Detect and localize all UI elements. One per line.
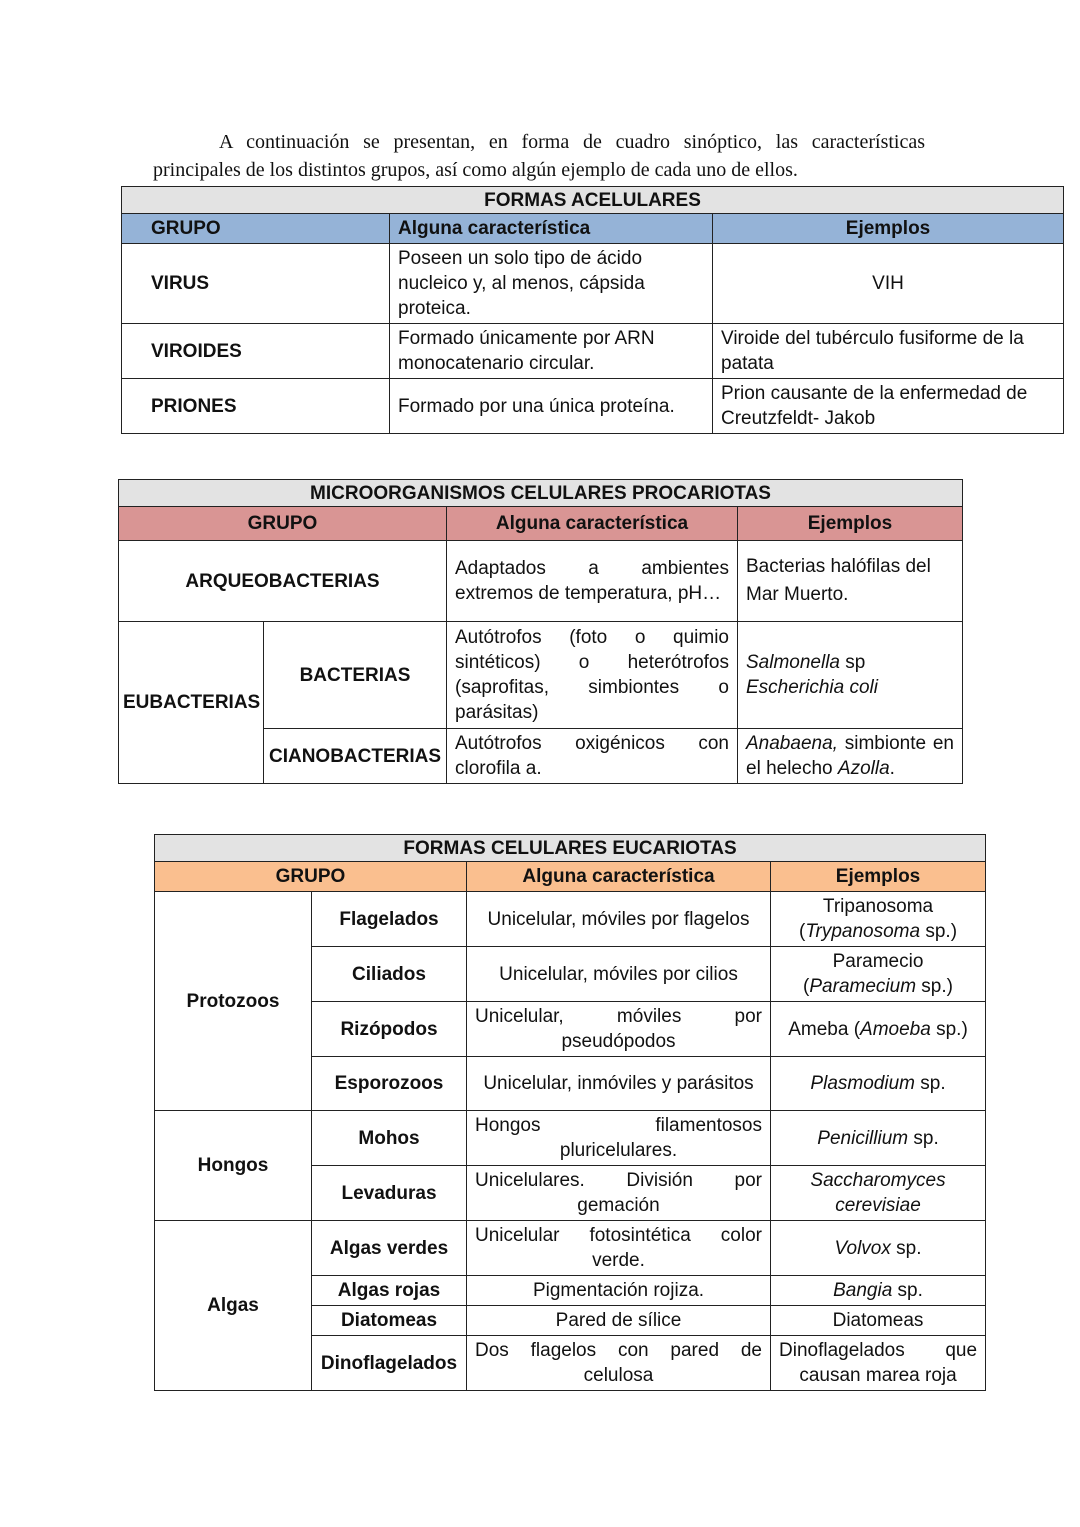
example-cell [771,1276,986,1306]
characteristic-cell: Unicelular, móviles por pseudópodos [467,1002,771,1057]
characteristic-cell: Autótrofos (foto o quimio sintéticos) o heterótrofos (saprofitas, simbiontes o parásitas) [447,622,738,729]
group-cell: Protozoos [155,892,312,1111]
example-text: sp. [908,1127,939,1149]
group-cell: VIROIDES [122,324,390,379]
subgroup-cell: Algas verdes [312,1221,467,1276]
example-cell: Prion causante de la enfermedad de Creutzfeldt- Jakob [713,379,1064,434]
group-cell: EUBACTERIAS [119,622,264,784]
example-text: sp. [914,1073,946,1094]
example-cell: VIH [713,244,1064,324]
species-name: Azolla [837,758,890,779]
header-ejemplos: Ejemplos [713,214,1064,244]
subgroup-cell: Esporozoos [312,1057,467,1111]
species-name: Amoeba [860,1018,931,1040]
example-cell [771,1166,986,1221]
species-name: Penicillium [817,1127,909,1149]
subgroup-cell: Mohos [312,1111,467,1166]
species-name: Bangia [833,1280,893,1301]
example-cell [771,947,986,1002]
subgroup-cell: CIANOBACTERIAS [264,729,447,784]
species-name: Paramecium [809,976,917,997]
group-cell: Algas [155,1221,312,1391]
example-text: sp.) [916,976,953,997]
group-cell: ARQUEOBACTERIAS [119,541,447,622]
example-text: Ameba ( [788,1018,861,1040]
subgroup-cell: Dinoflagelados [312,1336,467,1391]
subgroup-cell: Flagelados [312,892,467,947]
header-ejemplos: Ejemplos [738,507,963,541]
characteristic-cell: Autótrofos oxigénicos con clorofila a. [447,729,738,784]
characteristic-cell: Formado únicamente por ARN monocatenario circular. [390,324,713,379]
characteristic-cell: Formado por una única proteína. [390,379,713,434]
characteristic-cell: Pared de sílice [467,1306,771,1336]
subgroup-cell: Rizópodos [312,1002,467,1057]
example-text: . [889,758,895,779]
characteristic-cell: Unicelular, móviles por flagelos [467,892,771,947]
example-text: sp.) [930,1018,968,1040]
species-name: Salmonella [746,652,840,673]
example-cell [771,1221,986,1276]
example-text: sp.) [920,921,958,942]
subgroup-cell: Algas rojas [312,1276,467,1306]
example-cell [771,1002,986,1057]
characteristic-cell: Dos flagelos con pared de celulosa [467,1336,771,1391]
table-acelulares [121,186,1064,434]
characteristic-cell: Poseen un solo tipo de ácido nucleico y, al menos, cápsida proteica. [390,244,713,324]
subgroup-cell: Ciliados [312,947,467,1002]
example-text: Paramecio [832,951,924,972]
characteristic-cell: Pigmentación rojiza. [467,1276,771,1306]
header-caracteristica: Alguna característica [390,214,713,244]
table-title: MICROORGANISMOS CELULARES PROCARIOTAS [119,480,963,507]
example-text: sp. [890,1237,922,1259]
example-cell [771,892,986,947]
header-grupo: GRUPO [119,507,447,541]
characteristic-cell: Unicelulares. División por gemación [467,1166,771,1221]
example-cell [738,622,963,729]
characteristic-cell: Unicelular fotosintética color verde. [467,1221,771,1276]
characteristic-cell: Unicelular, inmóviles y parásitos [467,1057,771,1111]
intro-paragraph: A continuación se presentan, en forma de cuadro sinóptico, las características principales de los distintos grupos, así como algún ejemplo de cada uno de ellos. [153,131,925,181]
species-name: Anabaena, [746,733,838,754]
header-grupo: GRUPO [122,214,390,244]
example-text: ( [803,976,810,997]
characteristic-cell: Hongos filamentosos pluricelulares. [467,1111,771,1166]
table-procariotas [118,479,963,784]
species-name: Trypanosoma [805,921,921,942]
group-cell: VIRUS [122,244,390,324]
species-name: Volvox [834,1237,891,1259]
header-grupo: GRUPO [155,862,467,892]
characteristic-cell: Unicelular, móviles por cilios [467,947,771,1002]
example-cell [771,1057,986,1111]
header-caracteristica: Alguna característica [467,862,771,892]
example-cell: Diatomeas [771,1306,986,1336]
characteristic-cell: Adaptados a ambientes extremos de temperatura, pH… [447,541,738,622]
example-text: sp. [892,1280,923,1301]
header-ejemplos: Ejemplos [771,862,986,892]
species-name: Escherichia coli [746,677,878,698]
species-name: Saccharomyces cerevisiae [810,1170,946,1216]
species-name: Plasmodium [810,1073,915,1094]
example-text: ( [798,921,806,942]
example-cell [738,729,963,784]
example-text: Tripanosoma [822,896,934,917]
subgroup-cell: Diatomeas [312,1306,467,1336]
table-eucariotas [154,834,986,1391]
example-text: simbionte en el helecho [746,733,954,779]
table-title: FORMAS CELULARES EUCARIOTAS [155,835,986,862]
subgroup-cell: Levaduras [312,1166,467,1221]
group-cell: PRIONES [122,379,390,434]
example-cell: Dinoflagelados que causan marea roja [771,1336,986,1391]
example-cell: Bacterias halófilas del Mar Muerto. [738,541,963,622]
table-title: FORMAS ACELULARES [122,187,1064,214]
group-cell: Hongos [155,1111,312,1221]
subgroup-cell: BACTERIAS [264,622,447,729]
header-caracteristica: Alguna característica [447,507,738,541]
example-cell: Viroide del tubérculo fusiforme de la patata [713,324,1064,379]
example-cell [771,1111,986,1166]
species-suffix: sp [840,652,866,673]
